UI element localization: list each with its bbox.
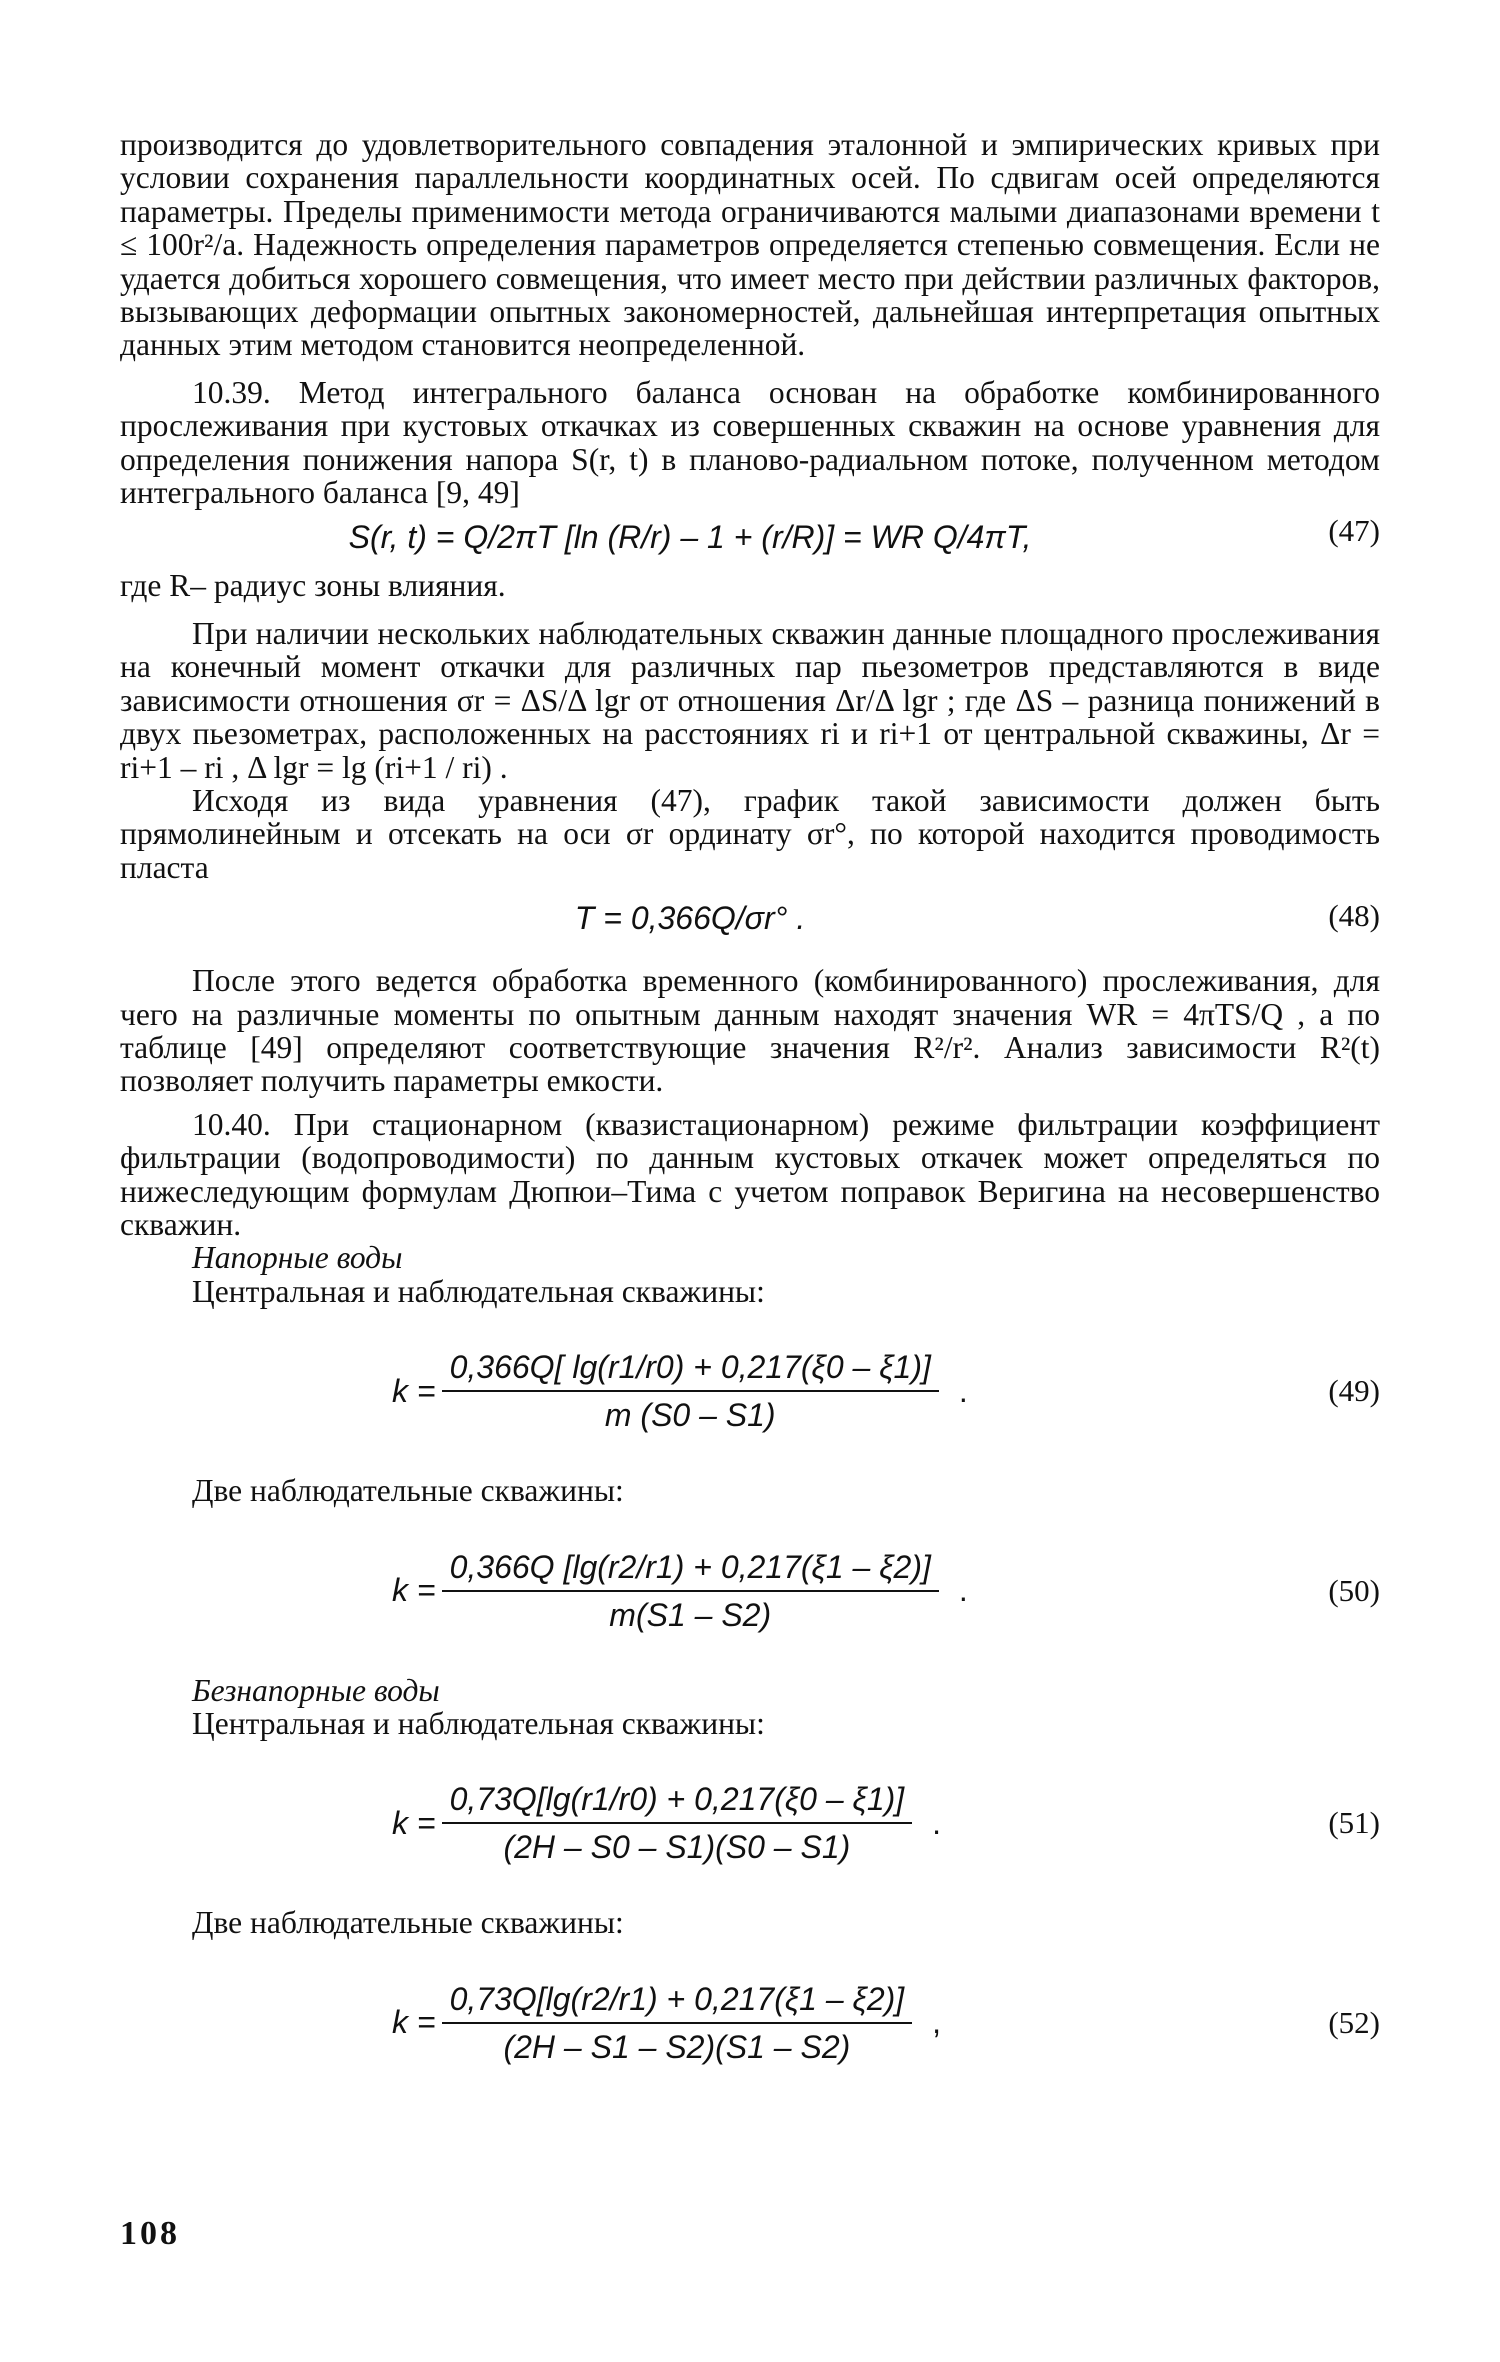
page-body	[120, 128, 1380, 2106]
equation-48	[120, 894, 1380, 944]
equation-50-numerator: 0,366Q [lg(r2/r1) + 0,217(ξ1 – ξ2)]	[442, 1546, 939, 1592]
equation-50	[120, 1530, 1380, 1652]
equation-50-number: (50)	[1328, 1572, 1380, 1608]
equation-49	[120, 1330, 1380, 1452]
paragraph-10-40: 10.40. При стационарном (квазистационарном) режиме фильтрации коэффициент фильтрации (водопроводимости) по данным кустовых откачек может определяться по нижеследующим формулам Дюпюи–Тима с учетом поправок Веригина на несовершенство скважин.	[120, 1106, 1380, 1242]
equation-47-expression: S(r, t) = Q/2πT [ln (R/r) – 1 + (r/R)] = WR Q/4πT,	[348, 519, 1032, 556]
paragraph-10-39: 10.39. Метод интегрального баланса основан на обработке комбинированного прослеживания при кустовых откачках из совершенных скважин на основе уравнения для определения понижения напора S(r, t) в планово-радиальном потоке, полученном методом интегрального баланса [9, 49]	[120, 374, 1380, 511]
equation-51	[120, 1762, 1380, 1884]
equation-50-denominator: m(S1 – S2)	[609, 1596, 772, 1633]
paragraph-time-processing: После этого ведется обработка временного (комбинированного) прослеживания, для чего на различные моменты по опытным данным находят значения WR = 4πTS/Q , а по таблице [49] определяют соответствующие значения R²/r². Анализ зависимости R²(t) позволяет получить параметры емкости.	[120, 963, 1380, 1099]
paragraph-intro: производится до удовлетворительного совпадения эталонной и эмпирических кривых при условии сохранения параллельности координатных осей. По сдвигам осей определяются параметры. Пределы применимости метода ограничиваются малыми диапазонами времени t ≤ 100r²/a. Надежность определения параметров определяется степенью совмещения. Если не удается добиться хорошего совмещения, что имеет место при действии различных факторов, вызывающих деформации опытных закономерностей, дальнейшая интерпретация опытных данных этим методом становится неопределенной.	[120, 127, 1380, 363]
page-number: 108	[120, 2215, 180, 2252]
equation-49-numerator: 0,366Q[ lg(r1/r0) + 0,217(ξ0 – ξ1)]	[442, 1346, 939, 1392]
equation-52-numerator: 0,73Q[lg(r2/r1) + 0,217(ξ1 – ξ2)]	[442, 1978, 913, 2024]
equation-49-lhs: k =	[392, 1372, 436, 1409]
equation-49-denominator: m (S0 – S1)	[604, 1397, 776, 1434]
equation-52-number: (52)	[1328, 2004, 1380, 2040]
equation-49-fraction	[442, 1346, 939, 1436]
equation-49-trail: .	[958, 1372, 968, 1409]
equation-51-fraction	[442, 1778, 913, 1868]
equation-51-denominator: (2H – S0 – S1)(S0 – S1)	[503, 1829, 851, 1866]
equation-51-number: (51)	[1328, 1805, 1380, 1841]
label-two-observation-1: Две наблюдательные скважины:	[192, 1473, 624, 1509]
equation-50-fraction	[442, 1546, 939, 1636]
equation-48-expression: T = 0,366Q/σr° .	[574, 900, 806, 937]
equation-52-trail: ,	[932, 2004, 942, 2041]
label-two-observation-2: Две наблюдательные скважины:	[192, 1905, 624, 1941]
equation-47-number: (47)	[1328, 513, 1380, 549]
equation-52-lhs: k =	[392, 2004, 436, 2041]
paragraph-straight-line: Исходя из вида уравнения (47), график такой зависимости должен быть прямолинейным и отсекать на оси σr ординату σr°, по которой находится проводимость пласта	[120, 782, 1380, 885]
equation-51-numerator: 0,73Q[lg(r1/r0) + 0,217(ξ0 – ξ1)]	[442, 1778, 913, 1824]
heading-confined-water: Напорные воды	[192, 1240, 403, 1276]
heading-unconfined-water: Безнапорные воды	[192, 1672, 440, 1708]
equation-49-number: (49)	[1328, 1373, 1380, 1409]
equation-52-fraction	[442, 1978, 913, 2068]
equation-48-number: (48)	[1328, 898, 1380, 934]
paragraph-observation-wells: При наличии нескольких наблюдательных скважин данные площадного прослеживания на конечный момент откачки для различных пар пьезометров представляются в виде зависимости отношения σr = ΔS/Δ lgr от отношения Δr/Δ lgr ; где ΔS – разница понижений в двух пьезометрах, расположенных на расстояниях ri и ri+1 от центральной скважины, Δr = ri+1 – ri , Δ lgr = lg (ri+1 / ri) .	[120, 615, 1380, 785]
equation-50-trail: .	[958, 1572, 968, 1609]
equation-50-lhs: k =	[392, 1572, 436, 1609]
paragraph-where-r: где R– радиус зоны влияния.	[120, 568, 506, 604]
label-central-observation-2: Центральная и наблюдательная скважины:	[192, 1706, 765, 1741]
equation-51-trail: .	[932, 1804, 942, 1841]
equation-52	[120, 1962, 1380, 2084]
label-central-observation-1: Центральная и наблюдательная скважины:	[192, 1273, 765, 1309]
equation-51-lhs: k =	[392, 1804, 436, 1841]
equation-47	[120, 513, 1380, 563]
equation-52-denominator: (2H – S1 – S2)(S1 – S2)	[503, 2028, 851, 2065]
